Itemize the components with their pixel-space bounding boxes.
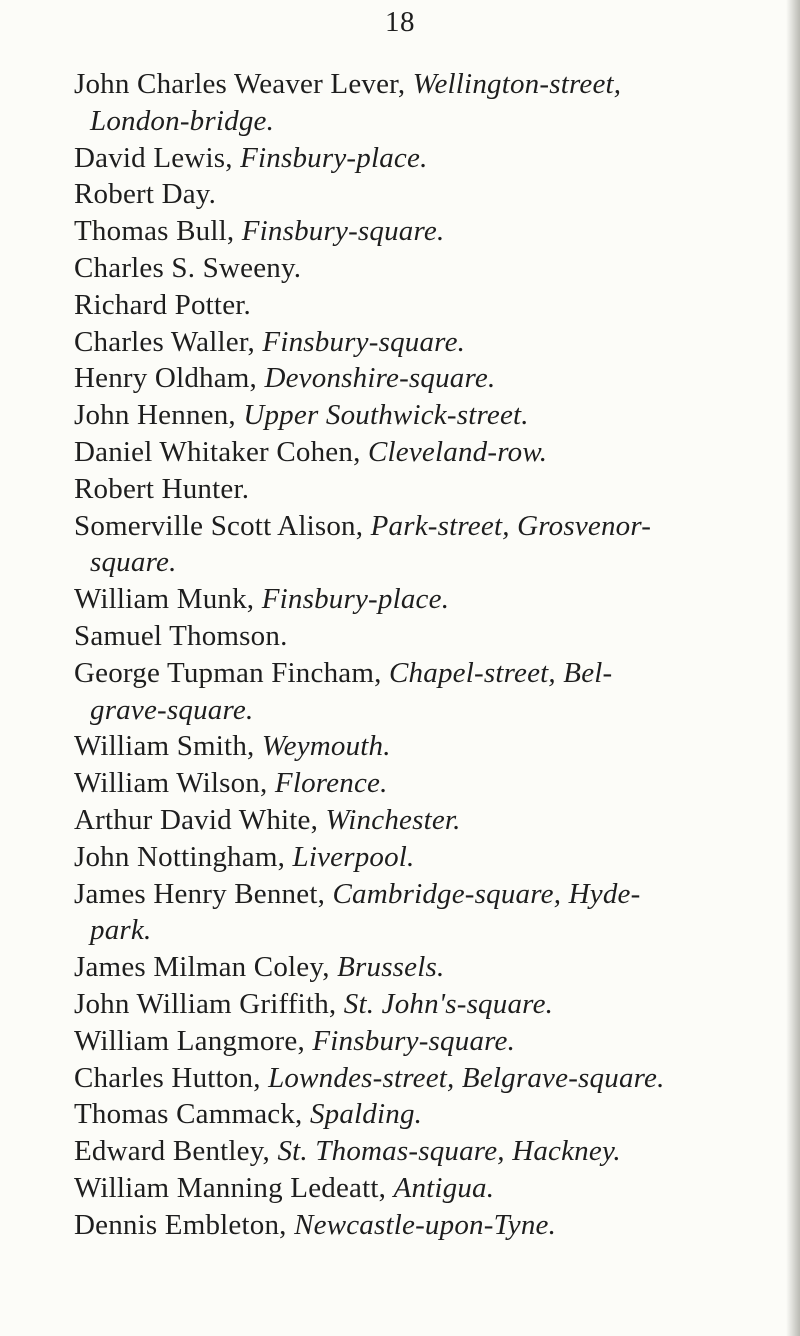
list-item xyxy=(74,397,774,434)
member-address: Cambridge-square, Hyde- xyxy=(332,877,641,910)
member-address: St. John's-square. xyxy=(343,987,554,1020)
list-item xyxy=(74,1170,774,1207)
member-name: Henry Oldham, xyxy=(74,362,265,395)
member-address: Devonshire-square. xyxy=(264,362,496,395)
member-name: David Lewis, xyxy=(74,141,241,174)
member-address: Spalding. xyxy=(309,1098,423,1131)
member-address: St. Thomas-square, Hackney. xyxy=(277,1135,621,1168)
member-name: Samuel Thomson. xyxy=(74,619,288,652)
list-item-continuation xyxy=(74,912,774,949)
member-name: Edward Bentley, xyxy=(74,1135,278,1168)
member-address: Wellington-street, xyxy=(412,68,622,100)
member-name: William Smith, xyxy=(74,730,262,763)
member-name: John Nottingham, xyxy=(74,840,293,873)
list-item xyxy=(74,140,774,177)
member-name: James Henry Bennet, xyxy=(74,877,333,910)
list-item xyxy=(74,250,774,287)
member-list xyxy=(74,66,774,1244)
member-name: Charles Hutton, xyxy=(74,1061,269,1094)
page-edge-shadow xyxy=(786,0,800,1336)
page-number: 18 xyxy=(385,6,415,38)
member-address: grave-square. xyxy=(90,693,254,726)
list-item xyxy=(74,360,774,397)
list-item xyxy=(74,1096,774,1133)
member-address: Weymouth. xyxy=(261,730,391,763)
list-item xyxy=(74,1060,774,1097)
member-name: William Langmore, xyxy=(74,1024,313,1057)
member-name: Dennis Embleton, xyxy=(74,1208,295,1241)
member-address: square. xyxy=(90,546,177,579)
list-item xyxy=(74,802,774,839)
list-item xyxy=(74,618,774,655)
list-item xyxy=(74,176,774,213)
list-item xyxy=(74,471,774,508)
member-address: Newcastle-upon-Tyne. xyxy=(294,1208,557,1241)
member-address: Chapel-street, Bel- xyxy=(389,656,613,689)
member-address: Antigua. xyxy=(393,1171,495,1204)
list-item xyxy=(74,986,774,1023)
list-item xyxy=(74,324,774,361)
member-address: Finsbury-place. xyxy=(240,141,428,174)
member-name: John Charles Weaver Lever, xyxy=(74,68,413,100)
list-item xyxy=(74,581,774,618)
list-item-continuation xyxy=(74,103,774,140)
member-address: Finsbury-square. xyxy=(312,1024,516,1057)
member-address: Finsbury-place. xyxy=(261,583,450,616)
list-item xyxy=(74,1133,774,1170)
member-name: John William Griffith, xyxy=(74,987,344,1020)
list-item-continuation xyxy=(74,544,774,581)
member-name: Charles S. Sweeny. xyxy=(74,251,302,284)
list-item xyxy=(74,949,774,986)
member-address: Florence. xyxy=(274,767,388,800)
member-name: Robert Day. xyxy=(74,178,217,211)
member-name: Thomas Bull, xyxy=(74,215,242,248)
member-address: Brussels. xyxy=(337,951,445,984)
member-name: Daniel Whitaker Cohen, xyxy=(74,435,368,468)
member-name: Richard Potter. xyxy=(74,288,251,321)
member-name: John Hennen, xyxy=(74,399,244,432)
member-name: James Milman Coley, xyxy=(74,951,338,984)
list-item xyxy=(74,508,774,545)
member-name: William Wilson, xyxy=(74,767,275,800)
list-item xyxy=(74,1023,774,1060)
member-address: park. xyxy=(90,914,152,947)
member-name: Thomas Cammack, xyxy=(74,1098,310,1131)
list-item xyxy=(74,655,774,692)
member-address: Park-street, Grosvenor- xyxy=(370,509,652,542)
member-address: Upper Southwick-street. xyxy=(243,399,529,432)
list-item xyxy=(74,287,774,324)
list-item xyxy=(74,839,774,876)
member-name: Somerville Scott Alison, xyxy=(74,509,371,542)
list-item xyxy=(74,434,774,471)
list-item xyxy=(74,876,774,913)
member-name: Charles Waller, xyxy=(74,325,263,358)
list-item xyxy=(74,1207,774,1244)
member-address: Winchester. xyxy=(325,803,461,836)
list-item xyxy=(74,728,774,765)
member-name: William Manning Ledeatt, xyxy=(74,1171,394,1204)
list-item xyxy=(74,213,774,250)
member-name: Arthur David White, xyxy=(74,803,326,836)
list-item xyxy=(74,66,774,103)
member-address: Cleveland-row. xyxy=(367,435,548,468)
member-address: Finsbury-square. xyxy=(241,215,445,248)
member-name: William Munk, xyxy=(74,583,262,616)
member-address: London-bridge. xyxy=(90,104,275,137)
list-item-continuation xyxy=(74,692,774,729)
member-address: Lowndes-street, Belgrave-square. xyxy=(268,1061,665,1094)
list-item xyxy=(74,765,774,802)
member-name: George Tupman Fincham, xyxy=(74,656,390,689)
member-name: Robert Hunter. xyxy=(74,472,250,505)
member-address: Finsbury-square. xyxy=(262,325,466,358)
member-address: Liverpool. xyxy=(292,840,415,873)
